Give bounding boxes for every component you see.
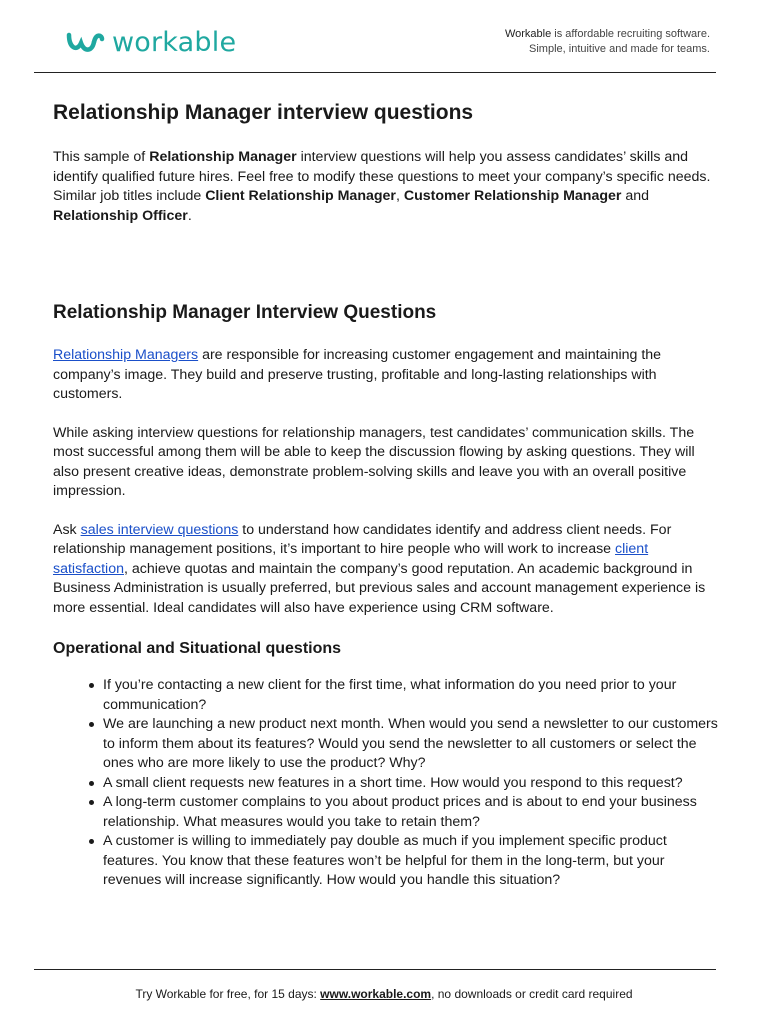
header-divider xyxy=(34,72,716,73)
workable-logo[interactable] xyxy=(66,28,236,58)
page-title: Relationship Manager interview questions xyxy=(53,101,474,124)
question-list xyxy=(53,676,723,891)
intro-bold-title: Customer Relationship Manager xyxy=(403,188,622,204)
list-item: A small client requests new features in a short time. How would you respond to this request? xyxy=(103,774,723,794)
intro-text: and xyxy=(621,188,650,204)
client-satisfaction-link[interactable]: client satisfaction xyxy=(53,541,649,577)
paragraph-text: to understand how candidates identify and address client needs. For relationship management positions, it’s important to hire people who will work to increase xyxy=(53,521,672,557)
paragraph-text: , achieve quotas and maintain the company’s good reputation. An academic background in Business Administration is usually preferred, but previous sales and account management experience is more essential. Ideal candidates will also have experience using CRM software. xyxy=(53,560,706,616)
paragraph-text: are responsible for increasing customer engagement and maintaining the company’s image. They build and preserve trusting, profitable and long-lasting relationships with customers. xyxy=(53,347,662,402)
document-body xyxy=(53,98,723,891)
paragraph-text: Ask xyxy=(53,521,81,538)
list-item: We are launching a new product next month. When would you send a newsletter to our customers to inform them about its features? Would you send the newsletter to all customers or select the ones who are more likely to use the product? Why? xyxy=(103,715,723,774)
footer-text: , no downloads or credit card required xyxy=(431,987,633,1001)
footer-text: Try Workable for free, for 15 days: xyxy=(135,987,321,1001)
workable-website-link[interactable]: www.workable.com xyxy=(320,987,432,1001)
page-footer xyxy=(0,987,768,1001)
intro-text: . xyxy=(187,207,192,224)
page-header xyxy=(0,0,768,74)
intro-bold-title: Client Relationship Manager xyxy=(205,188,396,204)
list-item: A long-term customer complains to you about product prices and is about to end your business relationship. What measures would you take to retain them? xyxy=(103,793,723,832)
tagline-text: is affordable recruiting software. xyxy=(551,28,710,40)
intro-bold-title: Relationship Manager xyxy=(149,149,297,165)
list-item: If you’re contacting a new client for the first time, what information do you need prior to your communication? xyxy=(103,676,723,715)
paragraph-communication: While asking interview questions for relationship managers, test candidates’ communication skills. The most successful among them will be able to keep the discussion flowing by asking questions. They will also present creative ideas, demonstrate problem-solving skills and leave you with an overall positive impression. xyxy=(53,424,695,499)
intro-paragraph xyxy=(53,148,723,226)
subsection-heading: Operational and Situational questions xyxy=(53,640,342,657)
tagline xyxy=(505,27,710,57)
intro-text: interview questions will help you assess candidates’ skills and identify qualified future hires. Feel free to modify these questions to meet your company’s specific needs. Similar job titles include xyxy=(53,149,711,204)
intro-text: , xyxy=(395,188,404,204)
workable-logo-icon xyxy=(66,30,106,56)
section-heading: Relationship Manager Interview Questions xyxy=(53,302,437,323)
sales-interview-questions-link[interactable]: sales interview questions xyxy=(80,521,239,538)
paragraph-responsibilities xyxy=(53,346,723,405)
tagline-line2: Simple, intuitive and made for teams. xyxy=(529,43,710,55)
intro-bold-title: Relationship Officer xyxy=(53,207,188,224)
relationship-managers-link[interactable]: Relationship Managers xyxy=(53,347,199,363)
tagline-brand: Workable xyxy=(504,28,552,40)
paragraph-sales xyxy=(53,521,723,619)
intro-text: This sample of xyxy=(53,149,150,165)
footer-divider xyxy=(34,969,716,970)
logo-text: workable xyxy=(112,27,237,58)
list-item: A customer is willing to immediately pay double as much if you implement specific product features. You know that these features won’t be helpful for them in the long-term, but your revenues will increase significantly. How would you handle this situation? xyxy=(103,832,723,891)
